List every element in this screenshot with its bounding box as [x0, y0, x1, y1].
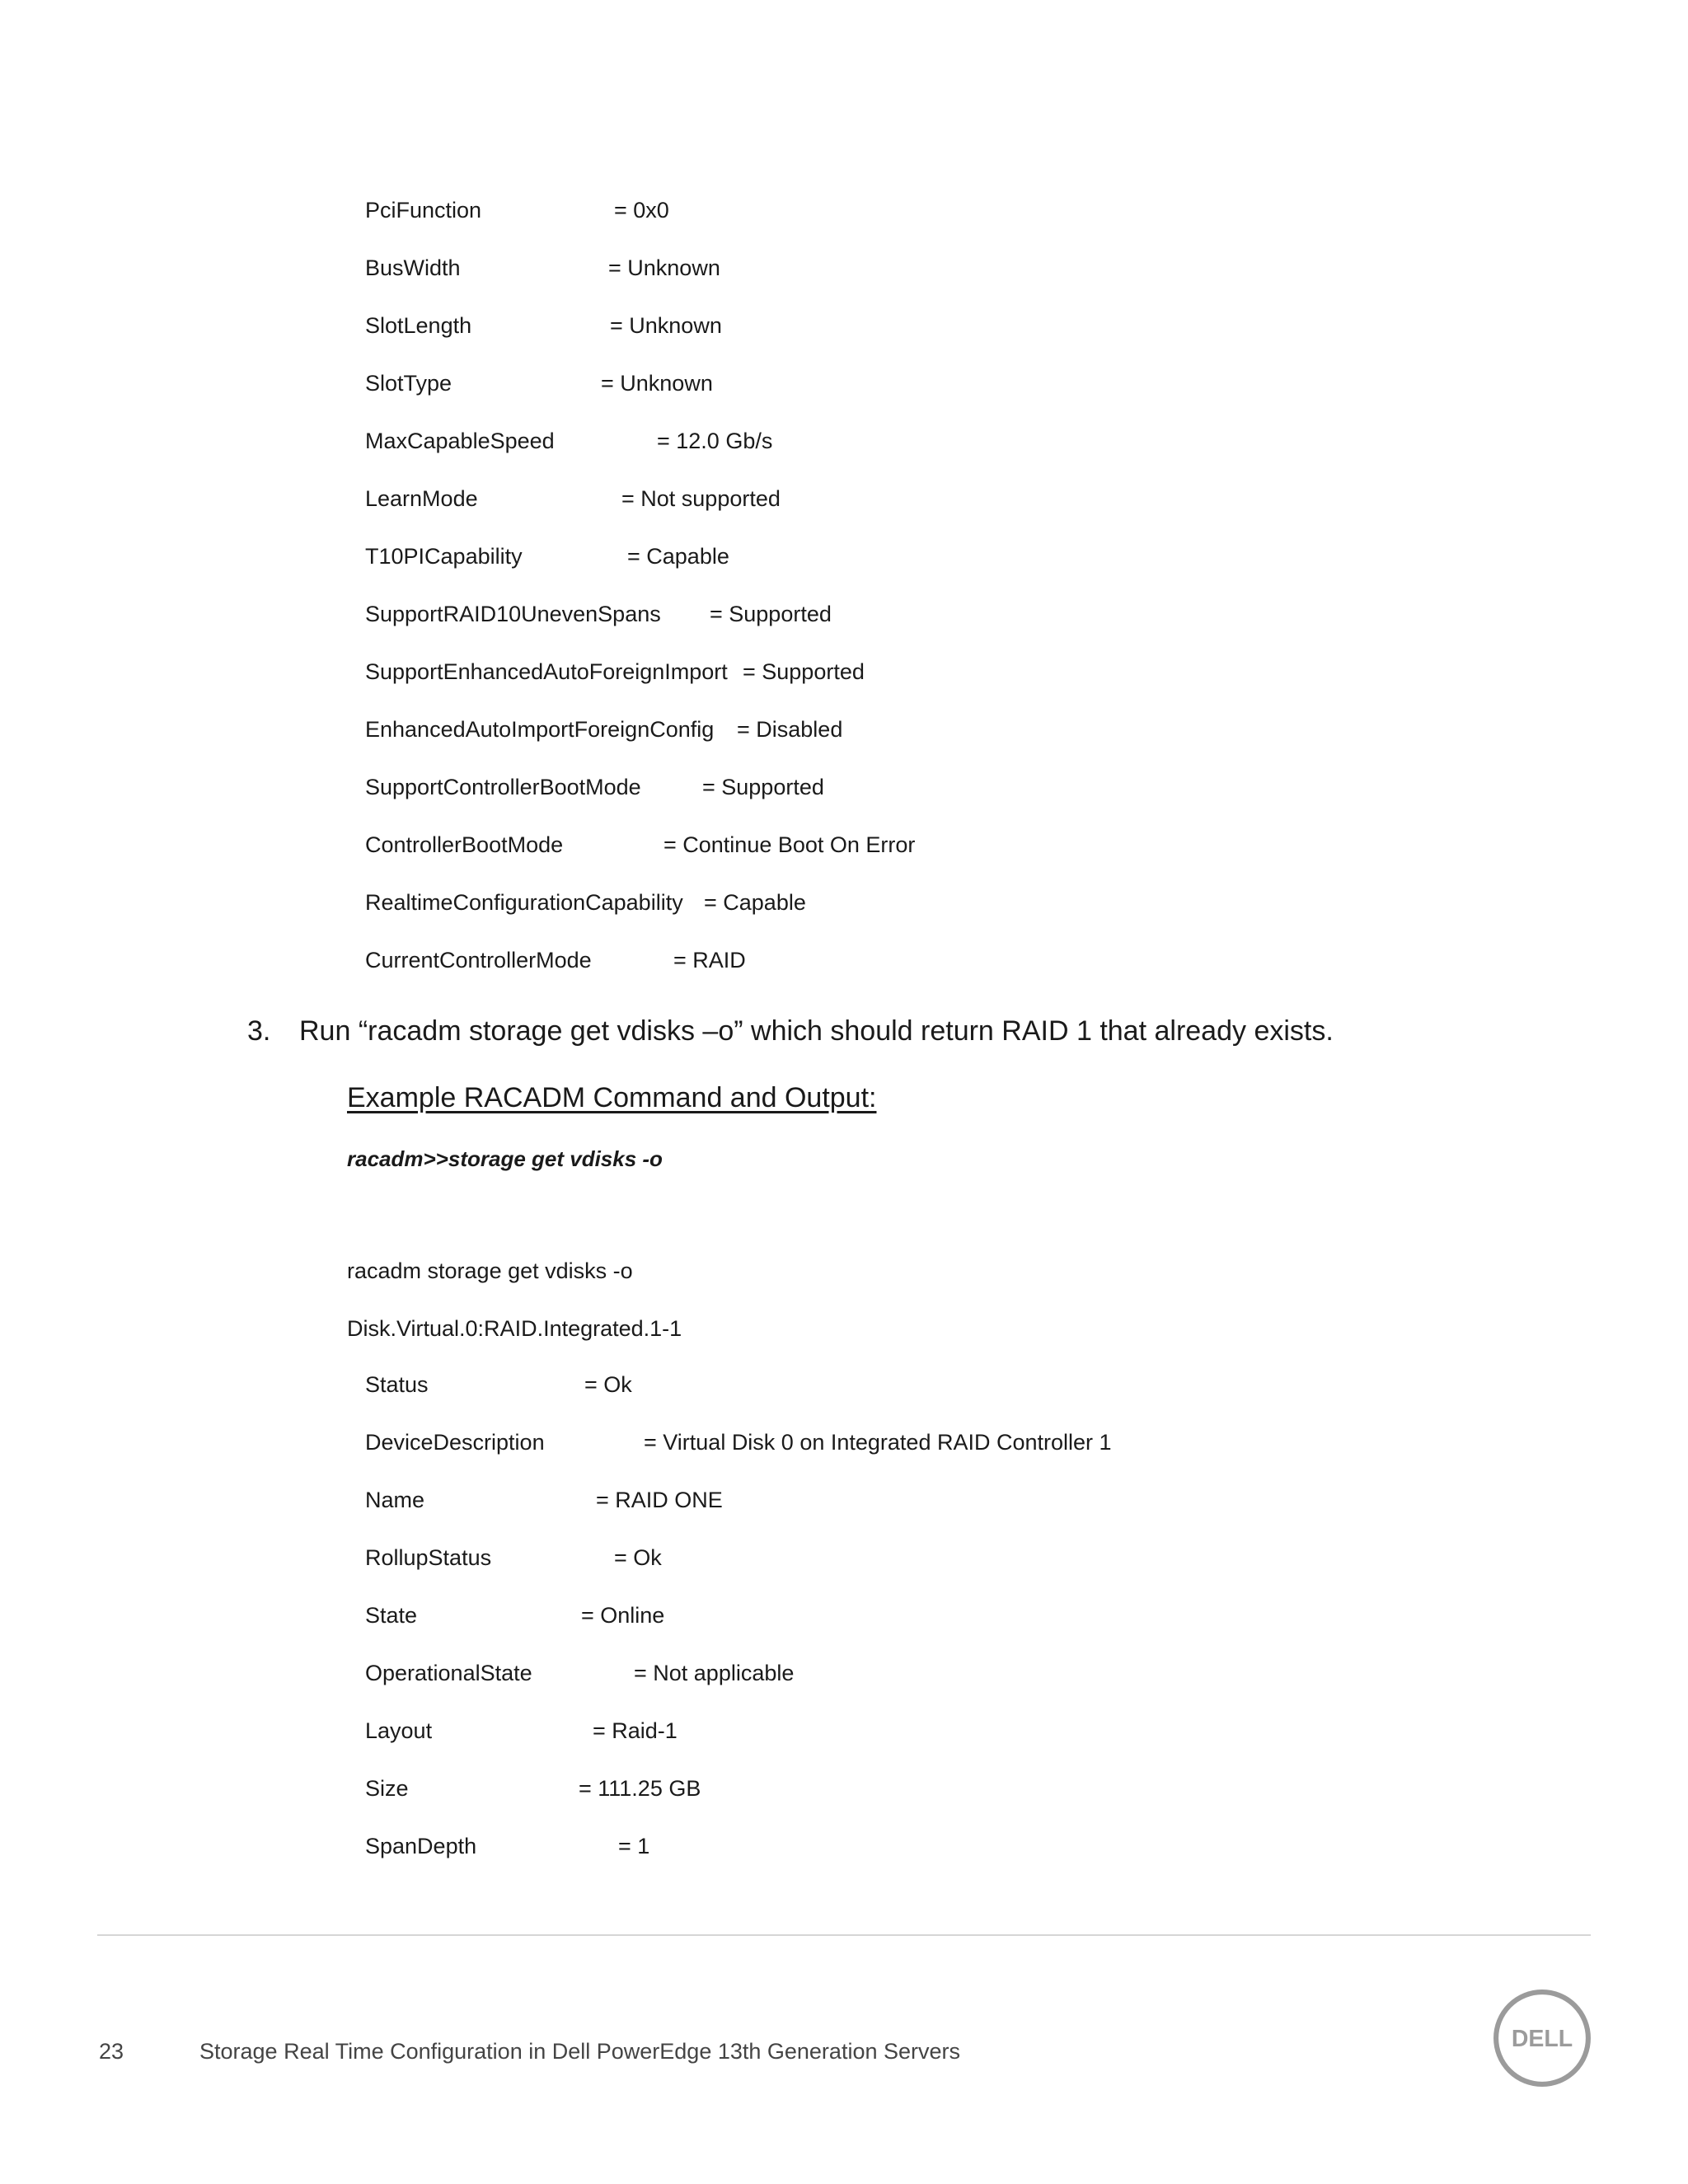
property-value: = 1	[618, 1834, 650, 1858]
property-key: PciFunction	[365, 198, 482, 223]
property-value: = Not applicable	[634, 1661, 795, 1685]
vdisk-id: Disk.Virtual.0:RAID.Integrated.1-1	[347, 1316, 682, 1341]
property-key: Size	[365, 1776, 409, 1801]
property-value: = Ok	[584, 1372, 632, 1397]
property-value: = Capable	[627, 544, 729, 569]
property-key: SupportRAID10UnevenSpans	[365, 602, 661, 626]
footer-title: Storage Real Time Configuration in Dell PowerEdge 13th Generation Servers	[199, 2039, 960, 2064]
property-key: SupportControllerBootMode	[365, 775, 641, 799]
property-key: OperationalState	[365, 1661, 532, 1685]
property-value: = Virtual Disk 0 on Integrated RAID Controller 1	[644, 1430, 1112, 1455]
command-text: racadm>>storage get vdisks -o	[347, 1146, 663, 1171]
property-value: = Supported	[710, 602, 832, 626]
property-key: T10PICapability	[365, 544, 523, 569]
step-number: 3.	[247, 1015, 271, 1047]
property-key: SlotLength	[365, 313, 472, 338]
property-key: RealtimeConfigurationCapability	[365, 890, 683, 915]
property-key: SlotType	[365, 371, 452, 396]
property-key: CurrentControllerMode	[365, 948, 592, 972]
property-value: = 111.25 GB	[579, 1776, 701, 1801]
property-key: Status	[365, 1372, 429, 1397]
property-value: = Disabled	[737, 717, 843, 742]
property-key: Layout	[365, 1718, 433, 1743]
property-key: State	[365, 1603, 418, 1628]
property-key: LearnMode	[365, 486, 478, 511]
property-row	[365, 1834, 650, 1924]
property-key: MaxCapableSpeed	[365, 429, 555, 453]
property-key: DeviceDescription	[365, 1430, 545, 1455]
logo-text: DELL	[1511, 2026, 1573, 2053]
dell-logo-icon	[1492, 1988, 1592, 2088]
property-key: RollupStatus	[365, 1545, 492, 1570]
example-heading: Example RACADM Command and Output:	[347, 1082, 877, 1113]
property-key: EnhancedAutoImportForeignConfig	[365, 717, 715, 742]
property-value: = Online	[581, 1603, 665, 1628]
property-value: = Not supported	[621, 486, 781, 511]
property-key: BusWidth	[365, 255, 461, 280]
property-key: Name	[365, 1488, 425, 1512]
property-value: = Unknown	[601, 371, 713, 396]
property-value: = RAID	[673, 948, 746, 972]
output-command: racadm storage get vdisks -o	[347, 1258, 633, 1283]
property-value: = Capable	[704, 890, 806, 915]
property-value: = RAID ONE	[596, 1488, 723, 1512]
property-value: = Ok	[614, 1545, 662, 1570]
property-value: = 12.0 Gb/s	[657, 429, 773, 453]
property-key: SupportEnhancedAutoForeignImport	[365, 659, 728, 684]
page-number: 23	[99, 2039, 124, 2064]
property-value: = Supported	[702, 775, 824, 799]
property-value: = Supported	[743, 659, 865, 684]
step-text: Run “racadm storage get vdisks –o” which should return RAID 1 that already exists.	[299, 1015, 1334, 1047]
property-value: = Continue Boot On Error	[663, 832, 916, 857]
property-key: SpanDepth	[365, 1834, 477, 1858]
property-value: = 0x0	[614, 198, 669, 223]
footer-divider	[97, 1934, 1591, 1936]
property-value: = Unknown	[610, 313, 722, 338]
property-value: = Raid-1	[593, 1718, 678, 1743]
property-value: = Unknown	[608, 255, 720, 280]
property-key: ControllerBootMode	[365, 832, 564, 857]
